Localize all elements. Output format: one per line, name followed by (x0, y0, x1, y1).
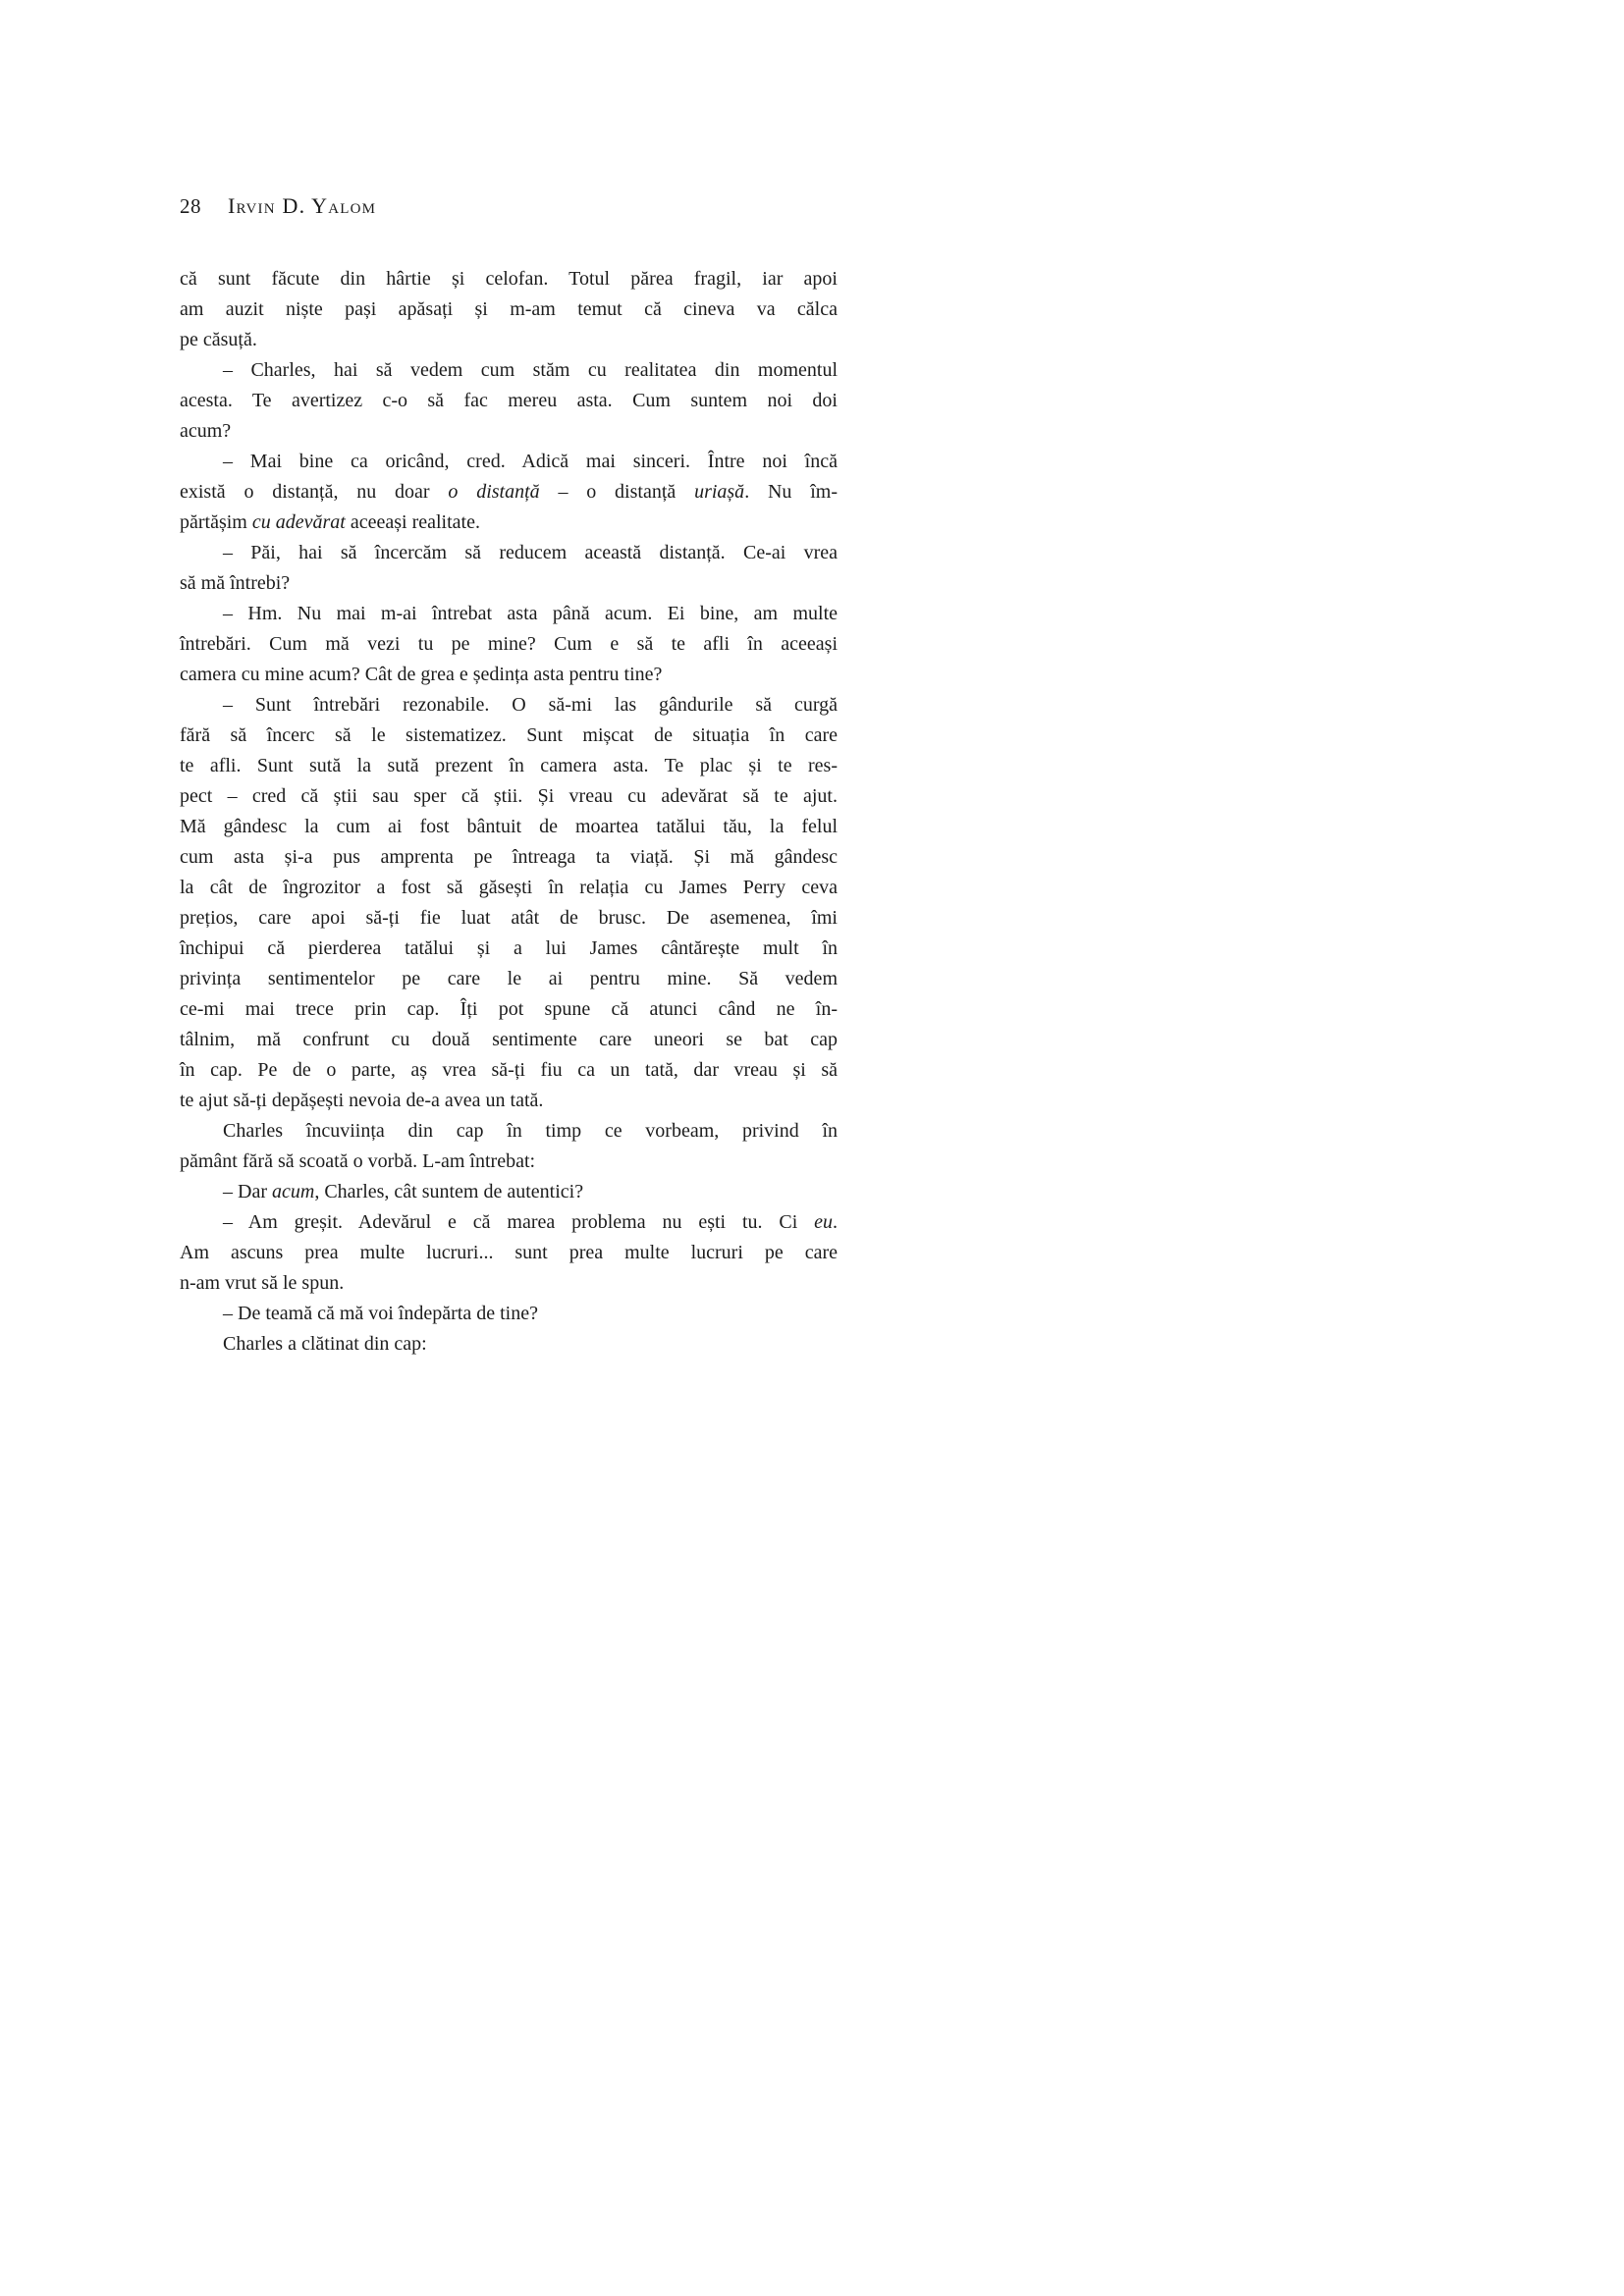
text-line (180, 1238, 838, 1268)
text-run: am auzit niște pași apăsați și m-am temut că cineva va călca (180, 298, 838, 320)
text-run: pe căsuță. (180, 329, 257, 350)
italic-text-run: eu (814, 1211, 833, 1233)
text-run: la cât de îngrozitor a fost să găsești în relația cu James Perry ceva (180, 877, 838, 898)
text-run: – Hm. Nu mai m-ai întrebat asta până acum. Ei bine, am multe (223, 603, 838, 624)
text-run: te afli. Sunt sută la sută prezent în camera asta. Te plac și te res- (180, 755, 838, 776)
page-number: 28 (180, 194, 201, 218)
text-run: ce-mi mai trece prin cap. Îți pot spune că atunci când ne în- (180, 998, 838, 1020)
author-name: Irvin D. Yalom (228, 193, 377, 218)
text-line (180, 1147, 838, 1177)
text-line (180, 660, 838, 690)
text-line (180, 812, 838, 842)
text-run: Charles a clătinat din cap: (223, 1333, 427, 1355)
text-run: cum asta și-a pus amprenta pe întreaga ta viață. Și mă gândesc (180, 846, 838, 868)
text-run: există o distanță, nu doar (180, 481, 449, 503)
text-run: – Charles, hai să vedem cum stăm cu realitatea din momentul (223, 359, 838, 381)
italic-text-run: acum (271, 1181, 315, 1202)
text-run: Charles încuviința din cap în timp ce vorbeam, privind în (223, 1120, 838, 1142)
text-line (180, 781, 838, 812)
text-run: camera cu mine acum? Cât de grea e ședința asta pentru tine? (180, 664, 663, 685)
text-line (180, 690, 838, 721)
text-run: . Nu îm- (744, 481, 839, 503)
italic-text-run: cu adevărat (251, 511, 346, 533)
text-line (180, 507, 838, 538)
text-run: privința sentimentelor pe care le ai pentru mine. Să vedem (180, 968, 838, 989)
text-line (180, 994, 838, 1025)
paragraph (180, 1299, 838, 1329)
text-line (180, 1116, 838, 1147)
text-line (180, 355, 838, 386)
text-line (180, 721, 838, 751)
italic-text-run: o distanță (448, 481, 540, 503)
paragraph (180, 1116, 838, 1177)
text-run: – Mai bine ca oricând, cred. Adică mai sinceri. Între noi încă (223, 451, 838, 472)
text-run: – De teamă că mă voi îndepărta de tine? (223, 1303, 538, 1324)
text-line (180, 294, 838, 325)
text-line (180, 751, 838, 781)
paragraph (180, 538, 838, 599)
text-line (180, 903, 838, 934)
text-line (180, 1268, 838, 1299)
text-line (180, 842, 838, 873)
text-block (180, 192, 838, 1360)
italic-text-run: uriașă (694, 481, 745, 503)
text-line (180, 1025, 838, 1055)
text-run: tâlnim, mă confrunt cu două sentimente care uneori se bat cap (180, 1029, 838, 1050)
text-line (180, 599, 838, 629)
text-run: pământ fără să scoată o vorbă. L-am întrebat: (180, 1150, 536, 1172)
text-line (180, 629, 838, 660)
paragraph (180, 599, 838, 690)
text-run: n-am vrut să le spun. (180, 1272, 345, 1294)
text-line (180, 264, 838, 294)
text-run: . (833, 1211, 838, 1233)
text-line (180, 416, 838, 447)
text-run: Am ascuns prea multe lucruri... sunt prea multe lucruri pe care (180, 1242, 838, 1263)
text-run: , Charles, cât suntem de autentici? (314, 1181, 584, 1202)
text-run: acesta. Te avertizez c-o să fac mereu asta. Cum suntem noi doi (180, 390, 838, 411)
page-header (180, 192, 838, 220)
text-line (180, 934, 838, 964)
text-line (180, 873, 838, 903)
text-line (180, 386, 838, 416)
text-line (180, 447, 838, 477)
paragraph (180, 447, 838, 538)
text-run: – Sunt întrebări rezonabile. O să-mi las gândurile să curgă (223, 694, 838, 716)
text-line (180, 1086, 838, 1116)
text-line (180, 964, 838, 994)
text-run: în cap. Pe de o parte, aș vrea să-ți fiu ca un tată, dar vreau și să (180, 1059, 838, 1081)
text-line (180, 1299, 838, 1329)
text-run: fără să încerc să le sistematizez. Sunt mișcat de situația în care (180, 724, 838, 746)
text-run: pect – cred că știi sau sper că știi. Și vreau cu adevărat să te ajut. (180, 785, 838, 807)
paragraph (180, 355, 838, 447)
text-line (180, 1207, 838, 1238)
text-run: părtășim (180, 511, 252, 533)
text-line (180, 1177, 838, 1207)
paragraph (180, 690, 838, 1116)
paragraph (180, 1329, 838, 1360)
page-body (180, 264, 838, 1360)
text-run: Mă gândesc la cum ai fost bântuit de moartea tatălui tău, la felul (180, 816, 838, 837)
text-run: prețios, care apoi să-ți fie luat atât de brusc. De asemenea, îmi (180, 907, 838, 929)
text-line (180, 325, 838, 355)
text-run: întrebări. Cum mă vezi tu pe mine? Cum e să te afli în aceeași (180, 633, 838, 655)
text-run: acum? (180, 420, 232, 442)
text-run: închipui că pierderea tatălui și a lui James cântărește mult în (180, 937, 838, 959)
text-run: – Dar (223, 1181, 272, 1202)
paragraph (180, 1207, 838, 1299)
text-run: – Păi, hai să încercăm să reducem această distanță. Ce-ai vrea (223, 542, 838, 563)
text-run: aceeași realitate. (345, 511, 480, 533)
text-line (180, 1055, 838, 1086)
text-run: – Am greșit. Adevărul e că marea problema nu ești tu. Ci (223, 1211, 815, 1233)
paragraph (180, 264, 838, 355)
paragraph (180, 1177, 838, 1207)
text-line (180, 1329, 838, 1360)
text-run: să mă întrebi? (180, 572, 291, 594)
text-run: că sunt făcute din hârtie și celofan. Totul părea fragil, iar apoi (180, 268, 838, 290)
text-run: te ajut să-ți depășești nevoia de-a avea un tată. (180, 1090, 544, 1111)
text-run: – o distanță (539, 481, 695, 503)
text-line (180, 477, 838, 507)
text-line (180, 538, 838, 568)
text-line (180, 568, 838, 599)
